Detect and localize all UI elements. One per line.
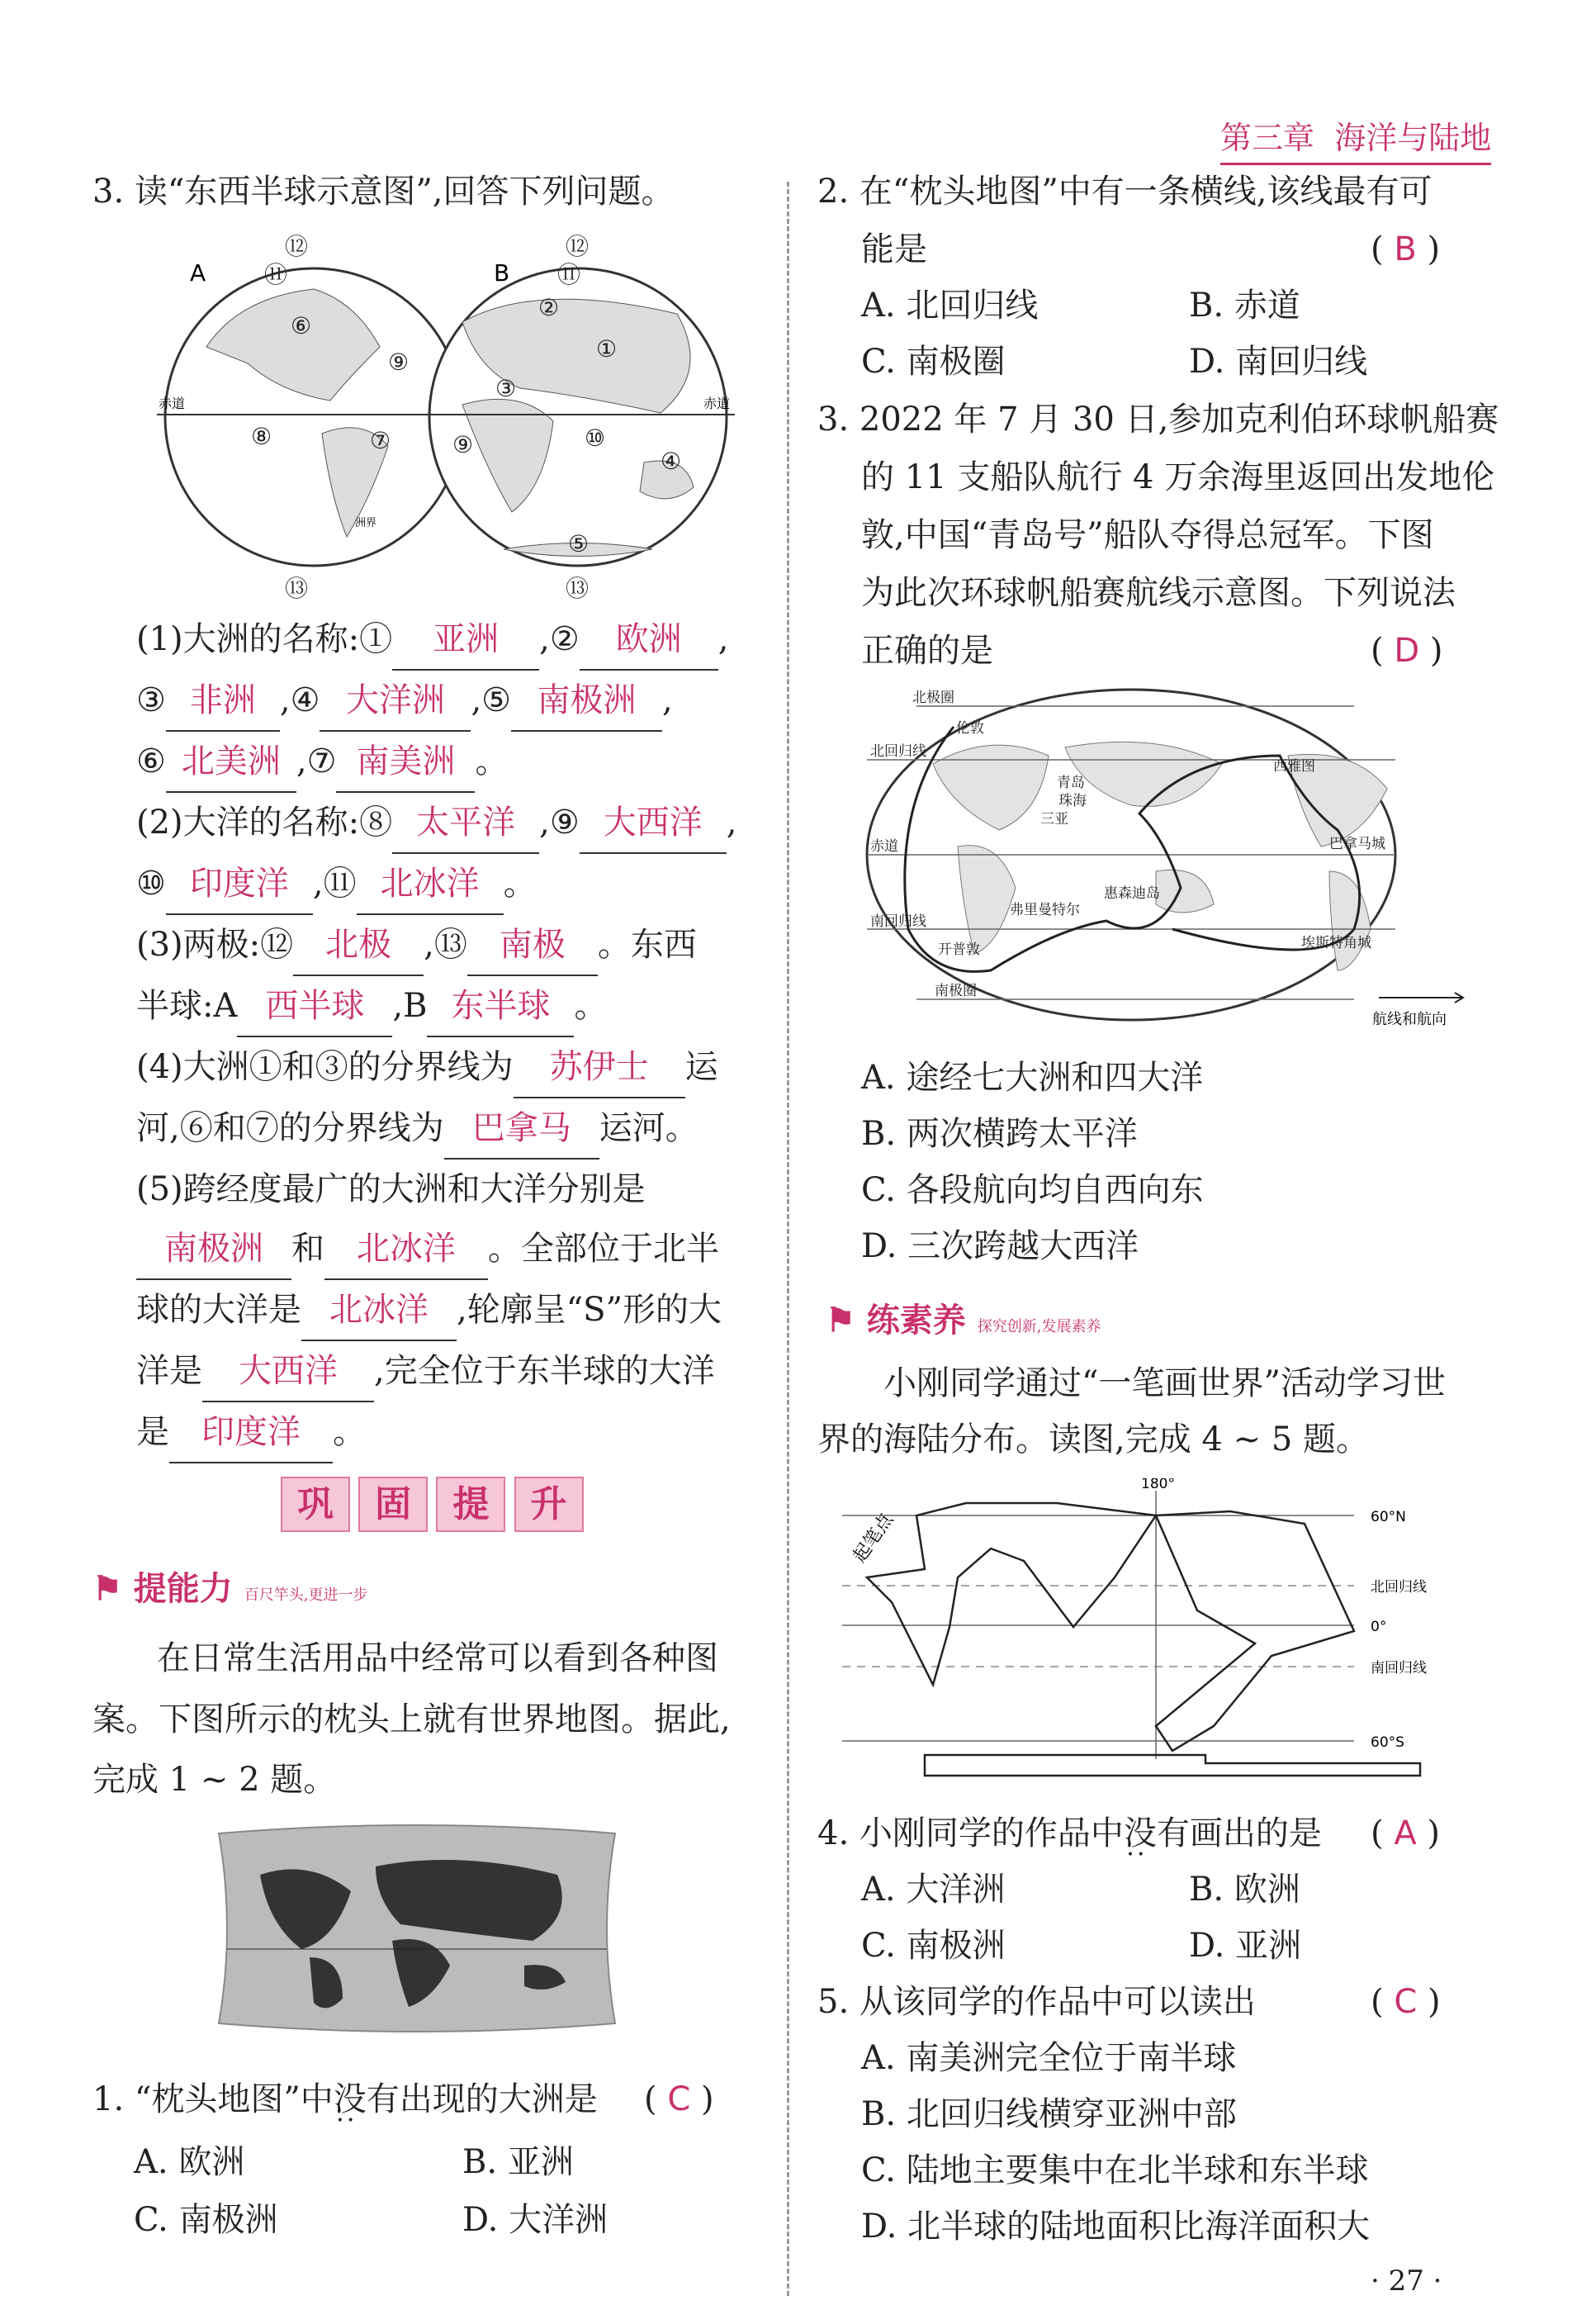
q2-stem-2: 能是	[861, 230, 927, 268]
label-a: A	[190, 259, 206, 287]
answer-10: 印度洋	[166, 854, 313, 915]
q2-option-c: C. 南极圈	[861, 343, 1006, 381]
s4-line1: (4)大洲①和③的分界线为 苏伊士 运	[136, 1037, 764, 1098]
intro-r-line-2: 界的海陆分布。读图,完成 4 ~ 5 题。	[817, 1420, 1369, 1458]
sailing-route-map	[859, 681, 1470, 1036]
chapter-header	[1220, 112, 1491, 165]
s5-line3: 球的大洋是 北冰洋 ,轮廓呈“S”形的大	[136, 1280, 764, 1341]
page-number: · 27 ·	[1371, 2265, 1442, 2298]
chapter-title: 海洋与陆地	[1334, 120, 1492, 156]
lbl-tropic-n: 北回归线	[870, 743, 926, 760]
skill-tag-sub: 百尺竿头,更进一步	[244, 1586, 368, 1604]
q3r-stem-1: 3. 2022 年 7 月 30 日,参加克利伯环球帆船赛	[817, 401, 1499, 439]
lbl-capetown: 开普敦	[938, 941, 980, 958]
q1-answer-box: ( C )	[644, 2080, 714, 2118]
lbl-whitsunday: 惠森迪岛	[1104, 885, 1160, 902]
answer-5: 南极洲	[511, 671, 662, 732]
q2-answer: B	[1394, 230, 1417, 268]
num-9-e: ⑨	[452, 431, 474, 458]
q4-stem: 4. 小刚同学的作品中没有 • •画出的是	[817, 1817, 1322, 1850]
answer-s-ocean: 大西洋	[202, 1341, 374, 1402]
q4-answer: A	[1394, 1814, 1417, 1852]
one-stroke-sketch	[842, 1478, 1503, 1792]
s1-line2: ③ 非洲 ,④ 大洋洲 ,⑤ 南极洲 ,	[136, 671, 764, 732]
q2-option-b: B. 赤道	[1189, 287, 1300, 325]
lbl-zhuhai: 珠海	[1058, 793, 1087, 809]
answer-east-ocean: 印度洋	[169, 1402, 333, 1463]
q3r-answer: D	[1394, 632, 1420, 670]
sketch-180-label: 180°	[1141, 1478, 1175, 1492]
num-8: ⑧	[251, 423, 272, 450]
chapter-number: 第三章	[1220, 120, 1315, 156]
num-13-w: ⑬	[285, 575, 309, 602]
q4-option-c: C. 南极洲	[861, 1927, 1006, 1965]
q5-option-d: D. 北半球的陆地面积比海洋面积大	[861, 2208, 1371, 2246]
num-5: ⑤	[568, 530, 590, 557]
s5-line2: 南极洲 和 北冰洋 。全部位于北半	[136, 1219, 764, 1280]
answer-b: 东半球	[427, 976, 574, 1037]
literacy-tag	[826, 1294, 1101, 1341]
s1-line3: ⑥ 北美洲 ,⑦ 南美洲 。	[136, 732, 764, 793]
label-b: B	[494, 259, 510, 287]
s5-line5: 是 印度洋 。	[136, 1402, 764, 1463]
num-12-w: ⑫	[285, 233, 309, 260]
q4-answer-box: ( A )	[1371, 1814, 1441, 1852]
lbl-punta: 埃斯特角城	[1301, 935, 1371, 951]
q1-option-b: B. 亚洲	[462, 2143, 574, 2181]
sketch-tropic-n-label: 北回归线	[1371, 1579, 1427, 1596]
q2-answer-box: ( B )	[1371, 230, 1441, 268]
answer-4: 大洋洲	[320, 671, 471, 732]
q5-answer: C	[1394, 1983, 1418, 2021]
s3-line2: 半球:A 西半球 ,B 东半球 。	[136, 976, 764, 1037]
answer-north-ocean: 北冰洋	[301, 1280, 457, 1341]
equator-label-right: 赤道	[703, 396, 731, 411]
q5-option-a: A. 南美洲完全位于南半球	[861, 2039, 1237, 2077]
s5-line4: 洋是 大西洋 ,完全位于东半球的大洋	[136, 1341, 764, 1402]
q3r-option-b: B. 两次横跨太平洋	[861, 1115, 1138, 1153]
num-13-e: ⑬	[566, 575, 590, 602]
num-1: ①	[596, 335, 618, 363]
s5-line1: (5)跨经度最广的大洲和大洋分别是	[136, 1170, 646, 1208]
s2-line2: ⑩ 印度洋 ,⑪ 北冰洋 。	[136, 854, 764, 915]
flag-icon: ⚑	[92, 1569, 122, 1608]
literacy-tag-sub: 探究创新,发展素养	[977, 1318, 1101, 1335]
q3r-option-d: D. 三次跨越大西洋	[861, 1227, 1139, 1265]
banner-char-2: 固	[358, 1477, 428, 1532]
lbl-arctic: 北极圈	[912, 690, 954, 706]
q5-answer-box: ( C )	[1371, 1983, 1441, 2021]
s2-line1: (2)大洋的名称:⑧ 太平洋 ,⑨ 大西洋 ,	[136, 793, 764, 854]
sketch-60s-label: 60°S	[1371, 1734, 1404, 1751]
legend-label: 航线和航向	[1372, 1011, 1447, 1028]
num-9-w: ⑨	[388, 349, 410, 376]
q3r-stem-4: 为此次环球帆船赛航线示意图。下列说法	[861, 574, 1456, 612]
boundary-legend: 洲界	[355, 517, 377, 529]
answer-1: 亚洲	[392, 609, 539, 671]
answer-7: 南美洲	[336, 732, 475, 793]
q2-option-a: A. 北回归线	[861, 287, 1039, 325]
q3-answers	[136, 609, 764, 1463]
q5-option-b: B. 北回归线横穿亚洲中部	[861, 2095, 1237, 2133]
answer-9: 大西洋	[580, 793, 727, 854]
answer-11: 北冰洋	[357, 854, 504, 915]
answer-13: 南极	[467, 915, 598, 976]
q3r-stem-2: 的 11 支船队航行 4 万余海里返回出发地伦	[861, 458, 1495, 496]
answer-a: 西半球	[237, 976, 392, 1037]
answer-suez: 苏伊士	[514, 1037, 685, 1098]
answer-panama: 巴拿马	[444, 1098, 599, 1160]
lbl-seattle: 西雅图	[1273, 758, 1315, 775]
literacy-tag-title: 练素养	[866, 1301, 966, 1340]
num-11-w: ⑪	[264, 261, 288, 288]
q3r-option-a: A. 途经七大洲和四大洋	[861, 1059, 1204, 1097]
s4-line2: 河,⑥和⑦的分界线为 巴拿马 运河。	[136, 1098, 764, 1160]
q2-stem-1: 2. 在“枕头地图”中有一条横线,该线最有可	[817, 173, 1433, 211]
q3r-stem-5: 正确的是	[861, 632, 993, 670]
skill-tag-title: 提能力	[133, 1569, 233, 1608]
num-2: ②	[538, 294, 560, 321]
answer-3: 非洲	[166, 671, 280, 732]
lbl-antarctic: 南极圈	[935, 983, 977, 999]
q1-answer: C	[667, 2080, 691, 2118]
num-6: ⑥	[291, 312, 312, 339]
section-banner	[281, 1474, 584, 1527]
banner-char-1: 巩	[281, 1477, 350, 1532]
q3r-stem-3: 敦,中国“青岛号”船队夺得总冠军。下图	[861, 516, 1434, 554]
answer-6: 北美洲	[166, 732, 296, 793]
q4-option-a: A. 大洋洲	[861, 1871, 1006, 1909]
s3-line1: (3)两极:⑫ 北极 ,⑬ 南极 。东西	[136, 915, 764, 976]
q2-option-d: D. 南回归线	[1189, 343, 1368, 381]
intro-line-2: 案。下图所示的枕头上就有世界地图。据此,	[92, 1700, 731, 1738]
q1-option-d: D. 大洋洲	[462, 2201, 609, 2239]
lbl-panama: 巴拿马城	[1329, 836, 1385, 852]
answer-8: 太平洋	[392, 793, 539, 854]
skill-tag	[92, 1563, 367, 1610]
banner-char-4: 升	[514, 1477, 584, 1532]
lbl-equator: 赤道	[870, 838, 898, 855]
q3-prompt: 3. 读“东西半球示意图”,回答下列问题。	[92, 173, 675, 211]
q4-option-d: D. 亚洲	[1189, 1927, 1302, 1965]
answer-12: 北极	[293, 915, 424, 976]
answer-widest-continent: 南极洲	[136, 1219, 291, 1280]
answer-widest-ocean: 北冰洋	[324, 1219, 488, 1280]
lbl-london: 伦敦	[956, 720, 984, 737]
intro-r-line-1: 小刚同学通过“一笔画世界”活动学习世	[883, 1364, 1446, 1402]
q1-stem: 1. “枕头地图”中没有 • •出现的大洲是	[92, 2083, 598, 2116]
equator-label-left: 赤道	[159, 396, 186, 411]
intro-line-3: 完成 1 ~ 2 题。	[92, 1761, 337, 1799]
q1-option-a: A. 欧洲	[134, 2143, 245, 2181]
sketch-stroke	[867, 1503, 1354, 1751]
lbl-tropic-s: 南回归线	[870, 913, 926, 930]
num-3: ③	[495, 375, 517, 402]
num-10: ⑩	[585, 424, 606, 452]
intro-line-1: 在日常生活用品中经常可以看到各种图	[157, 1639, 718, 1677]
num-12-e: ⑫	[566, 233, 590, 260]
q3r-option-c: C. 各段航向均自西向东	[861, 1171, 1204, 1209]
hemisphere-map	[149, 223, 776, 611]
q1-option-c: C. 南极洲	[134, 2201, 278, 2239]
num-4: ④	[661, 448, 682, 475]
sketch-tropic-s-label: 南回归线	[1371, 1660, 1427, 1677]
lbl-fremantle: 弗里曼特尔	[1010, 902, 1080, 918]
q5-option-c: C. 陆地主要集中在北半球和东半球	[861, 2151, 1369, 2189]
sketch-start-label: 起笔点	[849, 1510, 898, 1567]
sketch-antarctica-stroke	[925, 1755, 1420, 1776]
answer-2: 欧洲	[580, 609, 718, 671]
sketch-eq-label: 0°	[1371, 1619, 1387, 1635]
pillow-map-image	[211, 1817, 623, 2040]
q4-option-b: B. 欧洲	[1189, 1871, 1300, 1909]
flag-icon: ⚑	[826, 1301, 855, 1340]
column-divider	[787, 182, 789, 2296]
num-11-e: ⑪	[557, 261, 581, 288]
num-7: ⑦	[370, 427, 391, 454]
lbl-sanya: 三亚	[1040, 811, 1068, 828]
s1-line1: (1)大洲的名称:① 亚洲 ,② 欧洲 ,	[136, 609, 764, 671]
lbl-qingdao: 青岛	[1057, 775, 1085, 791]
banner-char-3: 提	[436, 1477, 505, 1532]
sketch-60n-label: 60°N	[1371, 1509, 1406, 1525]
q3r-answer-box: ( D )	[1371, 632, 1443, 670]
q5-stem: 5. 从该同学的作品中可以读出	[817, 1983, 1256, 2021]
